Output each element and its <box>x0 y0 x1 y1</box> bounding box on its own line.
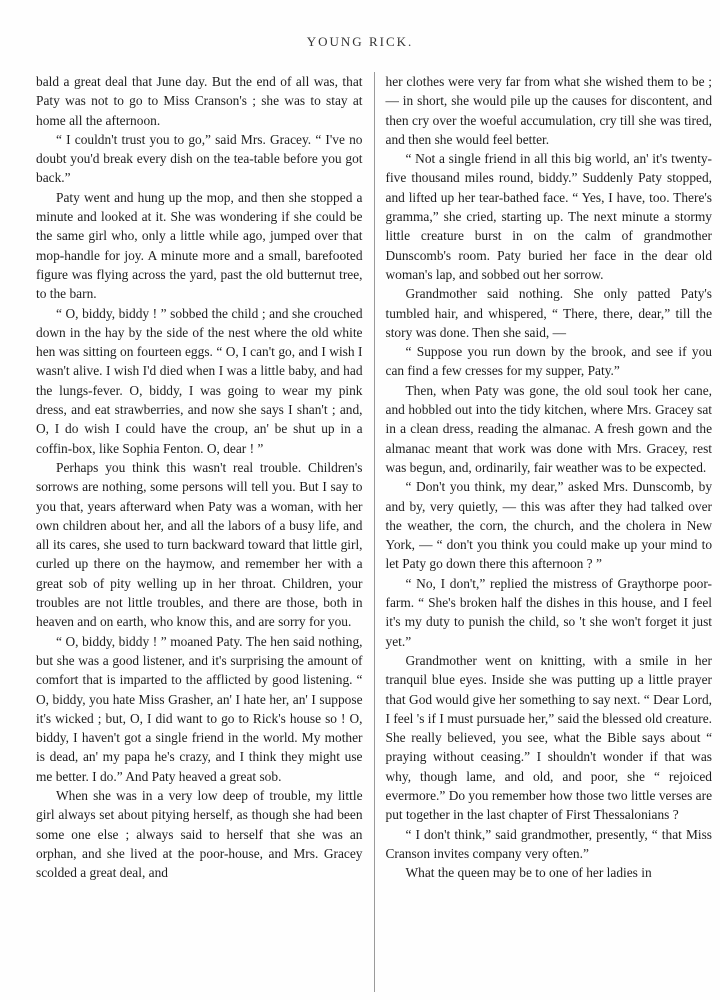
paragraph: What the queen may be to one of her ladies in <box>405 865 652 881</box>
paragraph: “ Not a single friend in all this big world, an' it's twenty-five thousand miles round, biddy.” Suddenly Paty stopped, and lifted up her tear-bathed face. “ Yes, I have, too. There's gramma,” she cried, starting up. The next minute a stormy little creature burst in on the calm of grandmother Dunscomb's room. Paty buried her face in the dear old woman's lap, and sobbed out her sorrow. <box>385 151 713 282</box>
left-column <box>36 72 369 992</box>
paragraph: “ Suppose you run down by the brook, and see if you can find a few cresses for my supper, Paty.” <box>385 344 713 379</box>
paragraph: “ No, I don't,” replied the mistress of Graythorpe poor-farm. “ She's broken half the dishes in this house, and I feel it's my duty to punish the child, so 't she won't forget it just yet.” <box>385 575 713 649</box>
paragraph: bald a great deal that June day. But the end of all was, that Paty was not to go to Miss Cranson's ; she was to stay at home all the afternoon. <box>36 74 363 128</box>
text-columns <box>36 72 712 992</box>
paragraph: Paty went and hung up the mop, and then she stopped a minute and looked at it. She was wondering if she could be the same girl who, only a little while ago, jumped over that mop-handle for joy. A minute more and a small, barefooted figure was flying across the yard, past the old butternut tree, to the barn. <box>36 189 363 302</box>
paragraph: Grandmother went on knitting, with a smile in her tranquil blue eyes. Inside she was putting up a little prayer that God would give her something to say next. “ Dear Lord, I feel 's if I must pursuade her,” said the blessed old creature. She really believed, you see, what the Bible says about “ praying without ceasing.” I shouldn't wonder if that was why, though lame, and old, and poor, she “ rejoiced evermore.” Do you remember how those two little verses are put together in the last chapter of First Thessalonians ? <box>385 652 713 823</box>
paragraph: When she was in a very low deep of trouble, my little girl always set about pitying herself, as though she had been some one else ; always said to herself that she was an orphan, and she lived at the poor-house, and Mrs. Gracey scolded a great deal, and <box>36 787 363 881</box>
paragraph: Perhaps you think this wasn't real trouble. Children's sorrows are nothing, some persons will tell you. But I say to you that, years afterward when Paty was a woman, with her own children about her, and all the labors of a busy life, and all its cares, she used to turn backward toward that little girl, curled up there on the haymow, and remember her with a great sob of pity welling up in her throat. Children, your troubles are not little troubles, and there are those, both in heaven and on earth, who know this, and are sorry for you. <box>36 459 363 630</box>
right-column <box>380 72 713 992</box>
running-head-title: YOUNG RICK. <box>306 34 414 49</box>
paragraph: “ O, biddy, biddy ! ” moaned Paty. The hen said nothing, but she was a good listener, and it's surprising the amount of comfort that is imparted to the afflicted by good listening. “ O, biddy, you hate Miss Grasher, an' I hate her, an' I suppose it's wicked ; but, O, I did want to go to Rick's house so ! O, biddy, I haven't got a single friend in the world. My mother is dead, an' my papa he's crazy, and I think they might use me better. I do.” And Paty heaved a great sob. <box>36 633 363 784</box>
paragraph: “ O, biddy, biddy ! ” sobbed the child ; and she crouched down in the hay by the side of the nest where the old white hen was sitting on fourteen eggs. “ O, I can't go, and I wish I wasn't alive. I wish I'd died when I was a little baby, and had the lungs-fever. O, biddy, I was going to wear my pink dress, and eat strawberries, and now she says I shan't ; and, O, I do wish I could have the croup, an' be shut up in a coffin-box, like Sophia Fenton. O, dear ! ” <box>36 305 363 456</box>
paragraph: her clothes were very far from what she wished them to be ; — in short, she would pile up the causes for discontent, and then cry over the woeful accumulation, cry till she was tired, and then she would feel better. <box>385 74 713 147</box>
paragraph: “ I don't think,” said grandmother, presently, “ that Miss Cranson invites company very often.” <box>385 826 713 861</box>
paragraph: “ I couldn't trust you to go,” said Mrs. Gracey. “ I've no doubt you'd break every dish on the tea-table before you got back.” <box>36 131 363 186</box>
column-divider <box>374 72 375 992</box>
paragraph: Grandmother said nothing. She only patted Paty's tumbled hair, and whispered, “ There, there, dear,” till the story was done. Then she said, — <box>385 286 713 340</box>
paragraph: “ Don't you think, my dear,” asked Mrs. Dunscomb, by and by, very quietly, — this was after they had talked over the weather, the corn, the church, and the cholera in New York, — “ don't you think you could make up your mind to let Paty go down there this afternoon ? ” <box>385 479 713 572</box>
paragraph: Then, when Paty was gone, the old soul took her cane, and hobbled out into the tidy kitchen, where Mrs. Gracey sat in a clean dress, reading the almanac. A fresh gown and the almanac meant that work was done with Mrs. Gracey, rest was begun, and, ordinarily, fair weather was to be expected. <box>385 382 713 475</box>
